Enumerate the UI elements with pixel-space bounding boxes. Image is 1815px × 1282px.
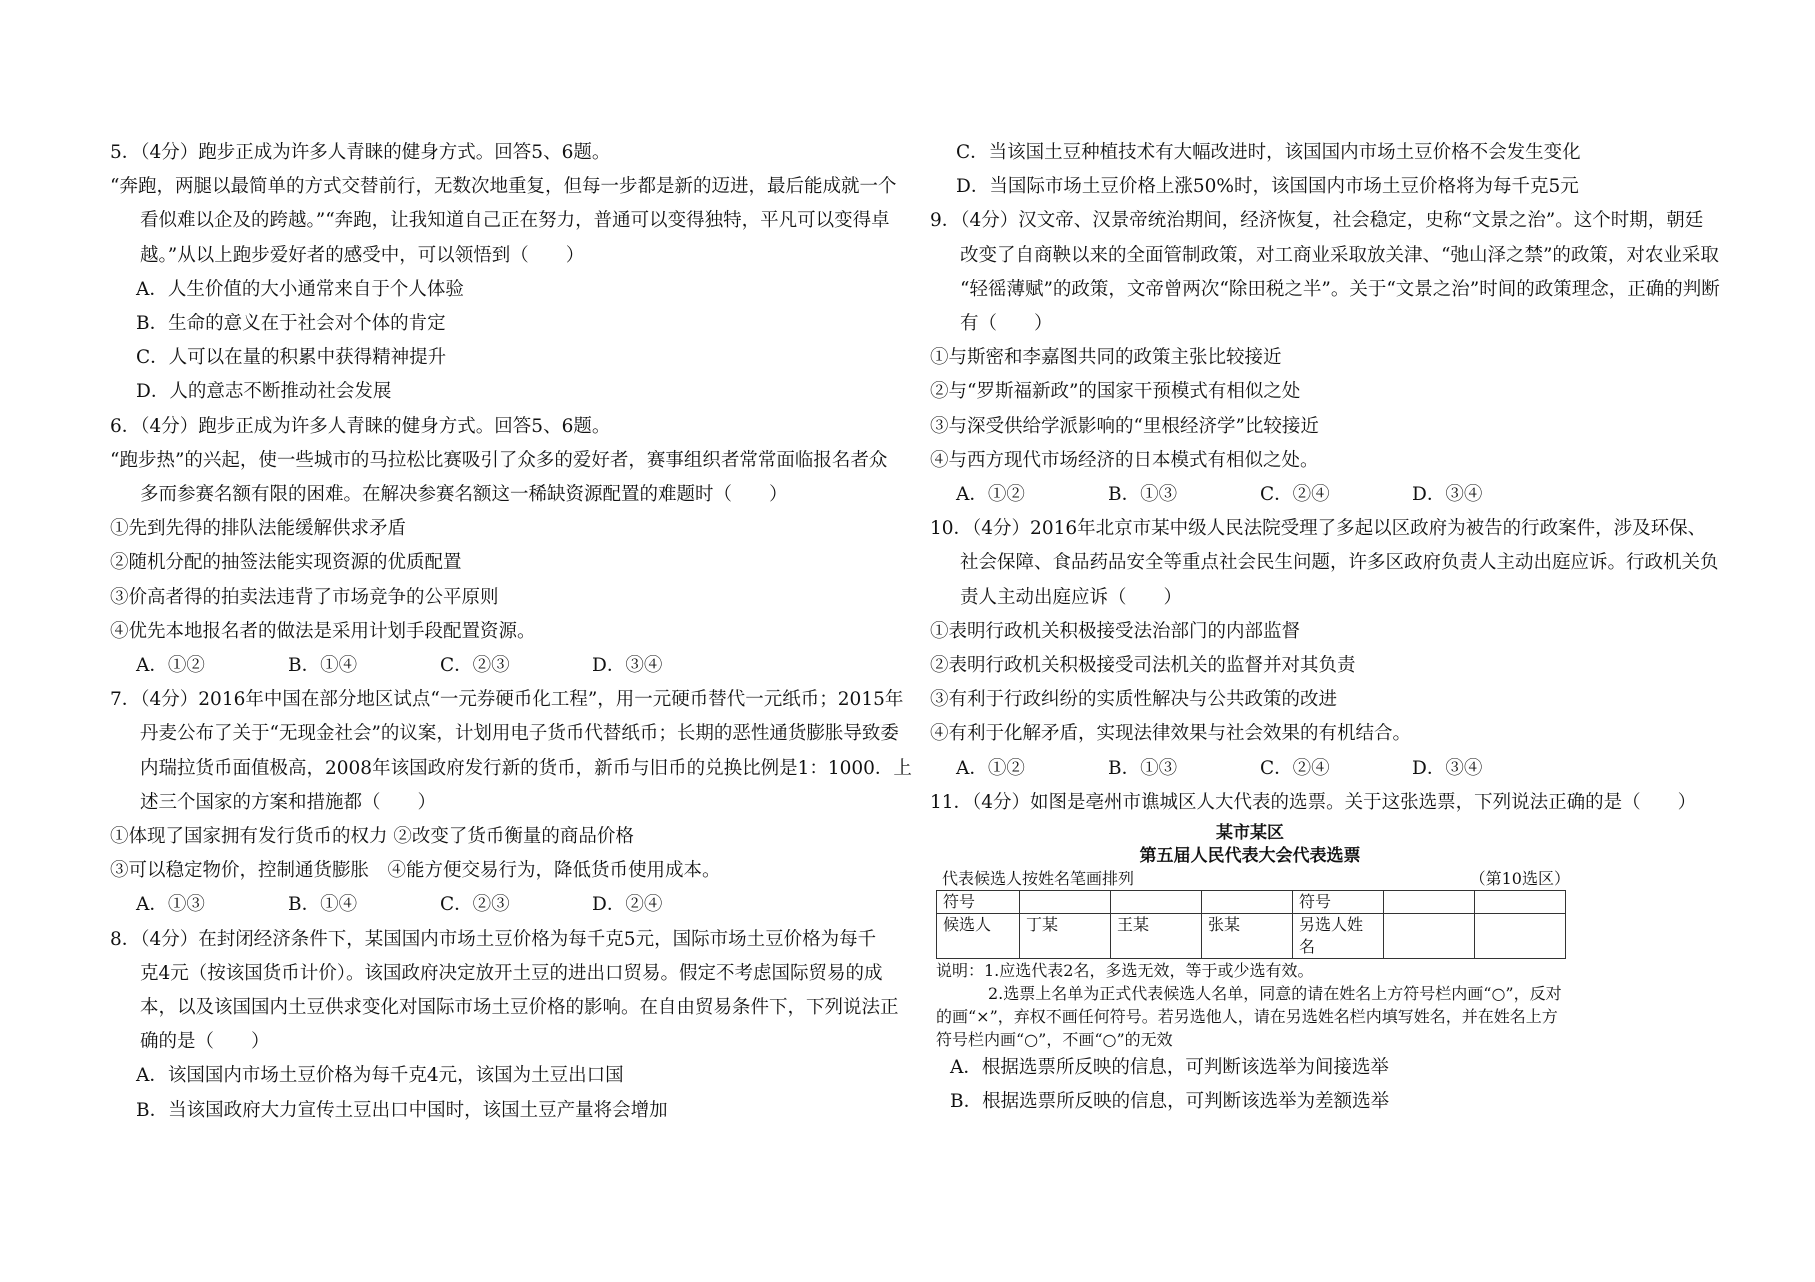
text-line: ③有利于行政纠纷的实质性解决与公共政策的改进 [930, 689, 1338, 711]
right-column [930, 136, 1720, 1119]
text-line: C．当该国土豆种植技术有大幅改进时，该国国内市场土豆价格不会发生变化 [956, 142, 1581, 163]
right-column-lines [930, 136, 1720, 820]
text-line: 5．（4分）跑步正成为许多人青睐的健身方式。回答5、6题。 [110, 142, 611, 163]
text-line: ③可以稳定物价，控制通货膨胀 ④能方便交易行为，降低货币使用成本。 [110, 860, 721, 882]
text-line: “轻徭薄赋”的政策，文帝曾两次“除田税之半”。关于“文景之治”时间的政策理念，正确的判断 [960, 278, 1720, 300]
ballot-header-right: （第10选区） [1469, 869, 1570, 889]
text-line: ①表明行政机关积极接受法治部门的内部监督 [930, 620, 1301, 642]
option-line: B．根据选票所反映的信息，可判断该选举为差额选举 [950, 1091, 1390, 1113]
text-line: 确的是（ ） [140, 1031, 270, 1053]
answer-option: D．③④ [1412, 484, 1483, 506]
ballot-cell [1111, 891, 1202, 914]
text-line: 克4元（按该国货币计价）。该国政府决定放开土豆的进出口贸易。假定不考虑国际贸易的成 [140, 962, 883, 984]
text-line: ①与斯密和李嘉图共同的政策主张比较接近 [930, 347, 1282, 369]
ballot-table [936, 890, 1566, 959]
answer-option: C．②④ [1260, 484, 1330, 506]
text-line: ③价高者得的拍卖法违背了市场竞争的公平原则 [110, 586, 499, 608]
text-line: A．人生价值的大小通常来自于个人体验 [136, 278, 464, 300]
text-line: ②与“罗斯福新政”的国家干预模式有相似之处 [930, 381, 1301, 403]
text-line: B．生命的意义在于社会对个体的肯定 [136, 313, 446, 335]
answer-option: C．②③ [440, 894, 510, 916]
text-line: ①体现了国家拥有发行货币的权力 ②改变了货币衡量的商品价格 [110, 826, 634, 848]
ballot-cell [1202, 891, 1293, 914]
text-line: 多而参赛名额有限的困难。在解决参赛名额这一稀缺资源配置的难题时（ ） [140, 484, 788, 506]
ballot-cell: 符号 [937, 891, 1020, 914]
ballot-note [930, 959, 1610, 1051]
text-line: C．人可以在量的积累中获得精神提升 [136, 347, 447, 369]
answer-option: D．③④ [592, 655, 663, 677]
text-line: ①先到先得的排队法能缓解供求矛盾 [110, 518, 407, 540]
answer-option: D．③④ [1412, 757, 1483, 779]
text-line: A．该国国内市场土豆价格为每千克4元，该国为土豆出口国 [136, 1065, 624, 1087]
answer-options-row [930, 478, 1720, 512]
text-line: 6．（4分）跑步正成为许多人青睐的健身方式。回答5、6题。 [110, 415, 611, 437]
ballot-cell: 王某 [1111, 914, 1202, 959]
answer-option: B．①④ [288, 894, 358, 916]
ballot-title-2: 第五届人民代表大会代表选票 [1139, 846, 1361, 867]
ballot-cell: 候选人 [937, 914, 1020, 959]
text-line: 9．（4分）汉文帝、汉景帝统治期间，经济恢复，社会稳定，史称“文景之治”。这个时期，朝廷 [930, 210, 1704, 232]
text-line: ④与西方现代市场经济的日本模式有相似之处。 [930, 449, 1319, 471]
answer-options-row [110, 649, 910, 683]
text-line: 责人主动出庭应诉（ ） [960, 586, 1183, 608]
text-line: 8．（4分）在封闭经济条件下，某国国内市场土豆价格为每千克5元，国际市场土豆价格为每千 [110, 928, 877, 950]
ballot-cell: 丁某 [1020, 914, 1111, 959]
answer-option: B．①④ [288, 655, 358, 677]
answer-option: B．①③ [1108, 757, 1178, 779]
answer-option: C．②④ [1260, 757, 1330, 779]
answer-option: D．②④ [592, 894, 663, 916]
text-line: 丹麦公布了关于“无现金社会”的议案，计划用电子货币代替纸币；长期的恶性通货膨胀导致委 [140, 723, 899, 745]
text-line: ④有利于化解矛盾，实现法律效果与社会效果的有机结合。 [930, 723, 1412, 745]
ballot-cell: 另选人姓名 [1293, 914, 1384, 959]
ballot-cell [1384, 914, 1475, 959]
answer-option: C．②③ [440, 655, 510, 677]
text-line: B．当该国政府大力宣传土豆出口中国时，该国土豆产量将会增加 [136, 1099, 668, 1121]
left-column [110, 136, 910, 1128]
text-line: 有（ ） [960, 313, 1053, 335]
text-line: 改变了自商鞅以来的全面管制政策，对工商业采取放关津、“弛山泽之禁”的政策，对农业采取 [960, 244, 1719, 266]
answer-option: A．①② [136, 655, 205, 677]
ballot-cell: 张某 [1202, 914, 1293, 959]
text-line: D．人的意志不断推动社会发展 [136, 381, 392, 403]
ballot-note-line: 符号栏内画“○”，不画“○”的无效 [936, 1030, 1173, 1050]
text-line: 看似难以企及的跨越。”“奔跑，让我知道自己正在努力，普通可以变得独特，平凡可以变得卓 [140, 210, 890, 232]
text-line: 越。”从以上跑步爱好者的感受中，可以领悟到（ ） [140, 244, 585, 266]
ballot-cell [1020, 891, 1111, 914]
text-line: ②随机分配的抽签法能实现资源的优质配置 [110, 552, 462, 574]
text-line: “奔跑，两腿以最简单的方式交替前行，无数次地重复，但每一步都是新的迈进，最后能成就一个 [110, 176, 897, 198]
ballot-note-line: 2.选票上名单为正式代表候选人名单，同意的请在姓名上方符号栏内画“○”，反对 [988, 984, 1562, 1004]
answer-option: A．①② [956, 484, 1025, 506]
text-line: 内瑞拉货币面值极高，2008年该国政府发行新的货币，新币与旧币的兑换比例是1：1000．上 [140, 757, 912, 779]
text-line: 10．（4分）2016年北京市某中级人民法院受理了多起以区政府为被告的行政案件，涉及环保、 [930, 518, 1707, 540]
text-line: “跑步热”的兴起，使一些城市的马拉松比赛吸引了众多的爱好者，赛事组织者常常面临报名者众 [110, 449, 888, 471]
ballot-cell [1475, 914, 1566, 959]
ballot-row-candidates [937, 914, 1566, 959]
answer-options-row [930, 752, 1720, 786]
text-line: 11．（4分）如图是亳州市谯城区人大代表的选票。关于这张选票，下列说法正确的是（ ） [930, 791, 1697, 813]
ballot-header-left: 代表候选人按姓名笔画排列 [942, 869, 1135, 889]
text-line: D．当国际市场土豆价格上涨50%时，该国国内市场土豆价格将为每千克5元 [956, 176, 1579, 198]
ballot-note-line: 的画“×”，弃权不画任何符号。若另选他人，请在另选姓名栏内填写姓名，并在姓名上方 [936, 1007, 1558, 1027]
ballot-title-1: 某市某区 [1216, 823, 1284, 844]
answer-option: B．①③ [1108, 484, 1178, 506]
ballot-cell [1384, 891, 1475, 914]
answer-options-row [110, 888, 910, 922]
answer-option: A．①② [956, 757, 1025, 779]
answer-option: A．①③ [136, 894, 205, 916]
ballot-cell [1475, 891, 1566, 914]
text-line: 社会保障、食品药品安全等重点社会民生问题，许多区政府负责人主动出庭应诉。行政机关负 [960, 552, 1719, 574]
text-line: ③与深受供给学派影响的“里根经济学”比较接近 [930, 415, 1319, 437]
ballot-note-line: 说明：1.应选代表2名，多选无效，等于或少选有效。 [936, 961, 1314, 981]
ballot-figure [930, 822, 1610, 1051]
ballot-row-symbol [937, 891, 1566, 914]
option-line: A．根据选票所反映的信息，可判断该选举为间接选举 [950, 1057, 1389, 1079]
ballot-cell: 符号 [1293, 891, 1384, 914]
text-line: 述三个国家的方案和措施都（ ） [140, 791, 437, 813]
text-line: 7．（4分）2016年中国在部分地区试点“一元券硬币化工程”，用一元硬币替代一元纸币；2015年 [110, 689, 904, 711]
text-line: 本，以及该国国内土豆供求变化对国际市场土豆价格的影响。在自由贸易条件下，下列说法正 [140, 997, 899, 1019]
ballot-header [930, 868, 1570, 890]
text-line: ④优先本地报名者的做法是采用计划手段配置资源。 [110, 620, 536, 642]
text-line: ②表明行政机关积极接受司法机关的监督并对其负责 [930, 655, 1356, 677]
